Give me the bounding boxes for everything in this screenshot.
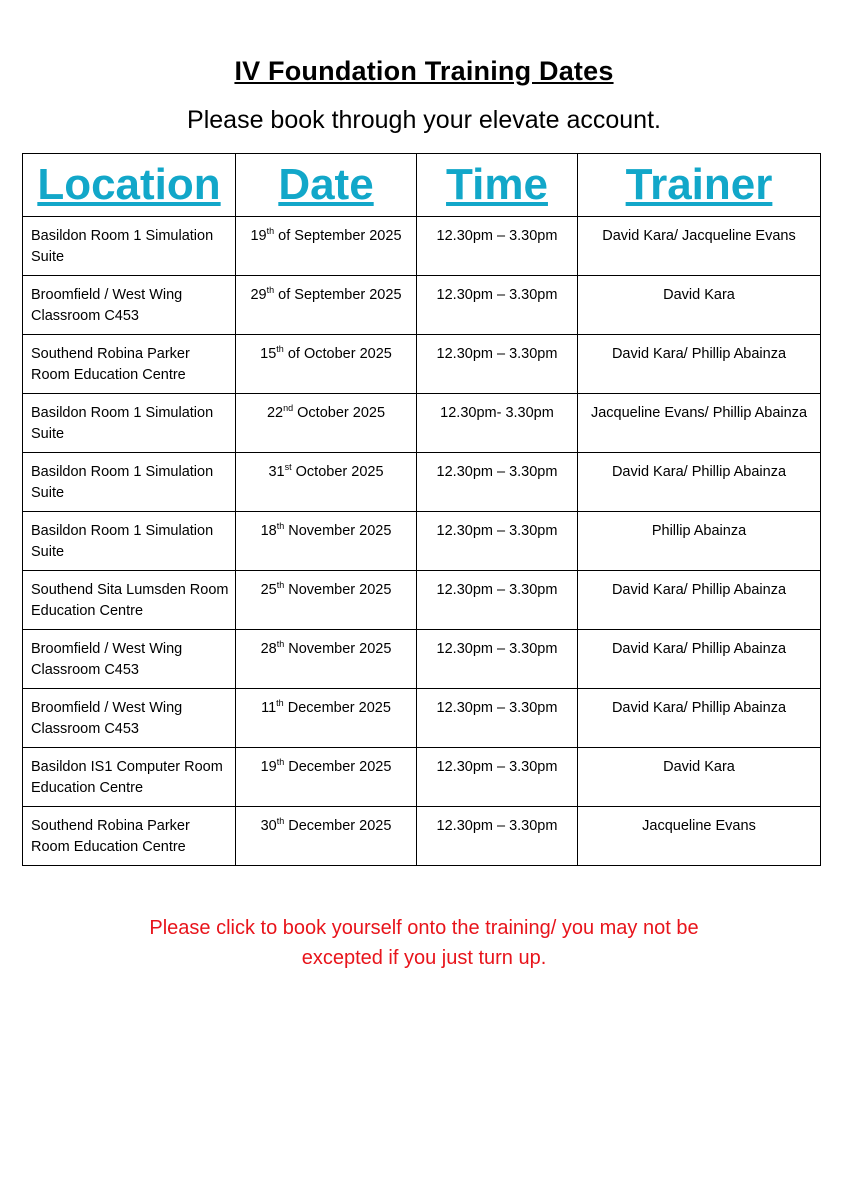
date-month-year: of September 2025	[274, 287, 402, 303]
date-month-year: October 2025	[291, 464, 384, 480]
table-row	[23, 630, 821, 689]
date-ordinal-suffix: th	[276, 698, 284, 709]
date-month-year: December 2025	[283, 700, 391, 716]
location-cell: Southend Sita Lumsden Room Education Centre	[23, 571, 236, 630]
date-day: 19	[250, 228, 267, 244]
table-body	[23, 217, 821, 866]
table-row	[23, 276, 821, 335]
date-cell	[236, 689, 417, 748]
time-cell: 12.30pm – 3.30pm	[417, 571, 578, 630]
time-cell: 12.30pm – 3.30pm	[417, 630, 578, 689]
trainer-cell: David Kara/ Phillip Abainza	[578, 335, 821, 394]
table-row	[23, 453, 821, 512]
date-cell	[236, 512, 417, 571]
table-row	[23, 394, 821, 453]
table-row	[23, 335, 821, 394]
date-month-year: of September 2025	[274, 228, 402, 244]
trainer-cell: Jacqueline Evans	[578, 807, 821, 866]
date-month-year: November 2025	[284, 641, 392, 657]
date-cell	[236, 453, 417, 512]
date-cell	[236, 335, 417, 394]
date-ordinal-suffix: th	[266, 226, 275, 237]
trainer-cell: David Kara/ Jacqueline Evans	[578, 217, 821, 276]
time-cell: 12.30pm – 3.30pm	[417, 748, 578, 807]
table-row	[23, 807, 821, 866]
trainer-cell: David Kara/ Phillip Abainza	[578, 630, 821, 689]
trainer-cell: Jacqueline Evans/ Phillip Abainza	[578, 394, 821, 453]
trainer-cell: David Kara	[578, 276, 821, 335]
time-cell: 12.30pm – 3.30pm	[417, 512, 578, 571]
table-row	[23, 217, 821, 276]
date-day: 22	[266, 405, 284, 421]
time-cell: 12.30pm- 3.30pm	[417, 394, 578, 453]
date-cell	[236, 571, 417, 630]
date-cell	[236, 630, 417, 689]
trainer-cell: David Kara/ Phillip Abainza	[578, 689, 821, 748]
column-header-location: Location	[23, 154, 236, 217]
date-cell	[236, 217, 417, 276]
time-cell: 12.30pm – 3.30pm	[417, 276, 578, 335]
date-month-year: October 2025	[293, 405, 386, 421]
date-day: 18	[260, 523, 277, 539]
time-cell: 12.30pm – 3.30pm	[417, 689, 578, 748]
location-cell: Southend Robina Parker Room Education Centre	[23, 807, 236, 866]
date-ordinal-suffix: th	[276, 344, 284, 355]
date-cell	[236, 748, 417, 807]
date-day: 28	[260, 641, 277, 657]
column-header-date: Date	[236, 154, 417, 217]
date-ordinal-suffix: th	[276, 639, 285, 650]
date-month-year: of October 2025	[283, 346, 392, 362]
date-month-year: December 2025	[284, 818, 392, 834]
location-cell: Basildon Room 1 Simulation Suite	[23, 453, 236, 512]
booking-notice-line-2: excepted if you just turn up.	[301, 947, 547, 969]
page-title: IV Foundation Training Dates	[234, 56, 614, 86]
location-cell: Basildon Room 1 Simulation Suite	[23, 394, 236, 453]
time-cell: 12.30pm – 3.30pm	[417, 453, 578, 512]
date-ordinal-suffix: th	[276, 580, 285, 591]
table-row	[23, 512, 821, 571]
table-row	[23, 748, 821, 807]
date-day: 19	[260, 759, 277, 775]
date-ordinal-suffix: th	[276, 521, 285, 532]
time-cell: 12.30pm – 3.30pm	[417, 807, 578, 866]
date-month-year: November 2025	[284, 523, 392, 539]
location-cell: Broomfield / West Wing Classroom C453	[23, 276, 236, 335]
date-ordinal-suffix: th	[266, 285, 275, 296]
training-dates-table	[22, 153, 821, 866]
date-ordinal-suffix: th	[276, 757, 285, 768]
location-cell: Basildon Room 1 Simulation Suite	[23, 512, 236, 571]
date-day: 11	[261, 700, 277, 716]
date-cell	[236, 394, 417, 453]
location-cell: Southend Robina Parker Room Education Centre	[23, 335, 236, 394]
time-cell: 12.30pm – 3.30pm	[417, 217, 578, 276]
location-cell: Broomfield / West Wing Classroom C453	[23, 689, 236, 748]
table-row	[23, 689, 821, 748]
date-month-year: December 2025	[284, 759, 392, 775]
date-day: 29	[250, 287, 267, 303]
date-day: 30	[260, 818, 277, 834]
column-header-trainer: Trainer	[578, 154, 821, 217]
booking-notice-line-1: Please click to book yourself onto the training/ you may not be	[149, 917, 699, 939]
date-ordinal-suffix: st	[284, 462, 292, 473]
date-ordinal-suffix: th	[276, 816, 285, 827]
trainer-cell: David Kara/ Phillip Abainza	[578, 571, 821, 630]
location-cell: Basildon IS1 Computer Room Education Centre	[23, 748, 236, 807]
column-header-time: Time	[417, 154, 578, 217]
table-header-row	[23, 154, 821, 217]
date-month-year: November 2025	[284, 582, 392, 598]
date-ordinal-suffix: nd	[283, 403, 294, 414]
location-cell: Broomfield / West Wing Classroom C453	[23, 630, 236, 689]
trainer-cell: David Kara	[578, 748, 821, 807]
trainer-cell: David Kara/ Phillip Abainza	[578, 453, 821, 512]
location-cell: Basildon Room 1 Simulation Suite	[23, 217, 236, 276]
date-cell	[236, 276, 417, 335]
table-row	[23, 571, 821, 630]
trainer-cell: Phillip Abainza	[578, 512, 821, 571]
time-cell: 12.30pm – 3.30pm	[417, 335, 578, 394]
date-day: 25	[260, 582, 277, 598]
date-day: 31	[268, 464, 285, 480]
date-day: 15	[260, 346, 277, 362]
date-cell	[236, 807, 417, 866]
page-subtitle: Please book through your elevate account.	[187, 106, 661, 134]
booking-notice	[0, 913, 848, 973]
